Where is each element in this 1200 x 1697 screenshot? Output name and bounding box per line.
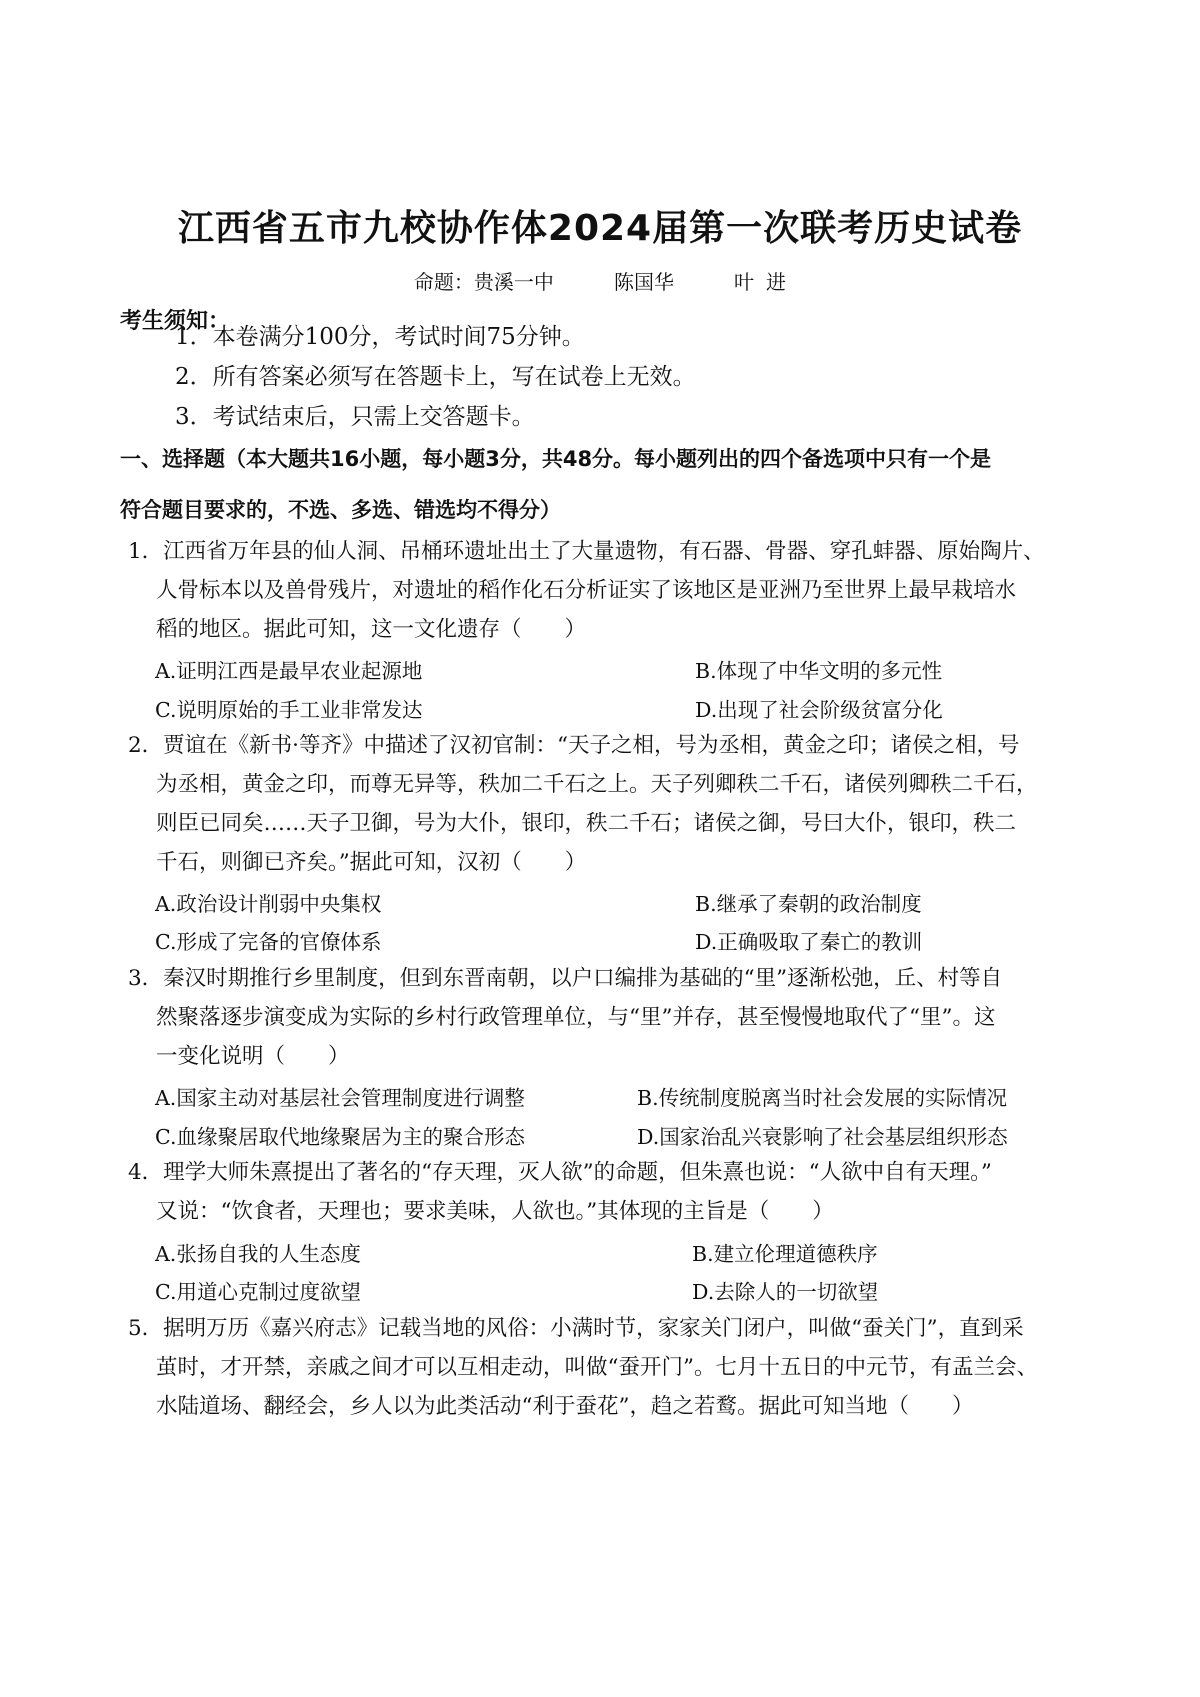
author-name-2: 叶 进 xyxy=(734,270,787,294)
option-b: B.继承了秦朝的政治制度 xyxy=(695,892,922,916)
question-1 xyxy=(128,532,1078,649)
notice-item: 1．本卷满分100分，考试时间75分钟。 xyxy=(175,324,585,350)
option-c: C.用道心克制过度欲望 xyxy=(155,1280,361,1304)
option-c: C.说明原始的手工业非常发达 xyxy=(155,698,423,722)
question-line: 水陆道场、翻经会，乡人以为此类活动“利于蚕花”，趋之若鹜。据此可知当地（ ） xyxy=(156,1394,974,1419)
question-line: 5．据明万历《嘉兴府志》记载当地的风俗：小满时节，家家关门闭户，叫做“蚕关门”，直到采 xyxy=(128,1316,1024,1341)
option-a: A.证明江西是最早农业起源地 xyxy=(155,659,423,683)
question-3 xyxy=(128,959,1078,1076)
question-line: 稻的地区。据此可知，这一文化遗存（ ） xyxy=(156,617,587,642)
question-line: 4．理学大师朱熹提出了著名的“存天理，灭人欲”的命题，但朱熹也说：“人欲中自有天理。” xyxy=(128,1160,992,1185)
question-line: 又说：“饮食者，天理也；要求美味，人欲也。”其体现的主旨是（ ） xyxy=(156,1199,834,1224)
option-d: D.国家治乱兴衰影响了社会基层组织形态 xyxy=(637,1125,1008,1149)
author-school: 命题：贵溪一中 xyxy=(413,270,554,294)
option-c: C.形成了完备的官僚体系 xyxy=(155,930,382,954)
option-a: A.张扬自我的人生态度 xyxy=(155,1242,361,1266)
option-c: C.血缘聚居取代地缘聚居为主的聚合形态 xyxy=(155,1125,525,1149)
option-b: B.体现了中华文明的多元性 xyxy=(695,659,943,683)
question-line: 3．秦汉时期推行乡里制度，但到东晋南朝，以户口编排为基础的“里”逐渐松弛，丘、村等自 xyxy=(128,966,1003,991)
author-name-1: 陈国华 xyxy=(613,270,674,294)
exam-title: 江西省五市九校协作体2024届第一次联考历史试卷 xyxy=(177,208,1023,249)
question-line: 然聚落逐步演变成为实际的乡村行政管理单位，与“里”并存，甚至慢慢地取代了“里”。这 xyxy=(156,1005,996,1030)
option-b: B.传统制度脱离当时社会发展的实际情况 xyxy=(637,1086,1008,1110)
option-d: D.正确吸取了秦亡的教训 xyxy=(695,930,923,954)
question-line: 茧时，才开禁，亲戚之间才可以互相走动，叫做“蚕开门”。七月十五日的中元节，有盂兰会、 xyxy=(156,1355,1038,1380)
exam-authors xyxy=(0,266,1200,295)
question-4 xyxy=(128,1153,1078,1231)
question-5 xyxy=(128,1309,1078,1426)
option-d: D.出现了社会阶级贫富分化 xyxy=(695,698,943,722)
notice-item: 2．所有答案必须写在答题卡上，写在试卷上无效。 xyxy=(175,364,696,390)
question-line: 则臣已同矣……天子卫御，号为大仆，银印，秩二千石；诸侯之御，号曰大仆，银印，秩二 xyxy=(156,811,1017,836)
notice-title: 考生须知： xyxy=(120,309,231,334)
question-line: 1．江西省万年县的仙人洞、吊桶环遗址出土了大量遗物，有石器、骨器、穿孔蚌器、原始陶片、 xyxy=(128,539,1045,564)
notice-item: 3．考试结束后，只需上交答题卡。 xyxy=(175,404,535,430)
option-a: A.政治设计削弱中央集权 xyxy=(155,892,382,916)
section-heading: 一、选择题（本大题共16小题，每小题3分，共48分。每小题列出的四个备选项中只有一个是 xyxy=(120,447,992,471)
question-line: 一变化说明（ ） xyxy=(156,1044,350,1069)
question-line: 人骨标本以及兽骨残片，对遗址的稻作化石分析证实了该地区是亚洲乃至世界上最早栽培水 xyxy=(156,578,1017,603)
question-line: 千石，则御已齐矣。”据此可知，汉初（ ） xyxy=(156,850,587,875)
option-a: A.国家主动对基层社会管理制度进行调整 xyxy=(155,1086,525,1110)
option-b: B.建立伦理道德秩序 xyxy=(692,1242,878,1266)
question-2 xyxy=(128,726,1078,882)
question-line: 2．贾谊在《新书·等齐》中描述了汉初官制：“天子之相，号为丞相，黄金之印；诸侯之相，号 xyxy=(128,733,1020,758)
question-line: 为丞相，黄金之印，而尊无异等，秩加二千石之上。天子列卿秩二千石，诸侯列卿秩二千石， xyxy=(156,772,1038,797)
section-heading-cont: 符合题目要求的，不选、多选、错选均不得分） xyxy=(120,498,561,522)
option-d: D.去除人的一切欲望 xyxy=(692,1280,879,1304)
